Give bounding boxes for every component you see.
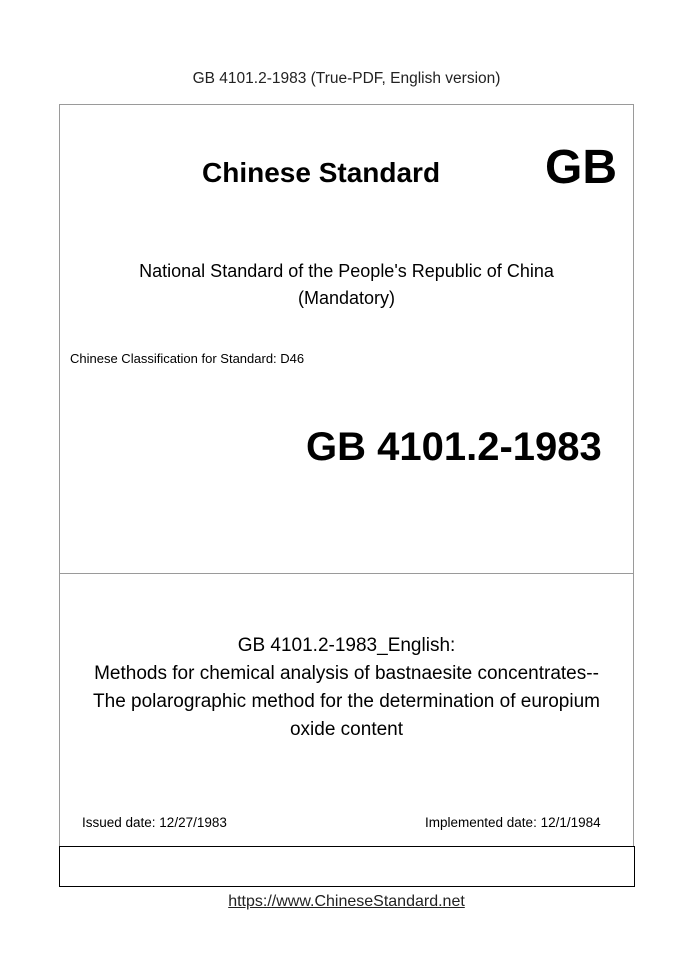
title-line: The polarographic method for the determination of europium <box>93 691 600 712</box>
cover-bottom-box <box>59 846 635 887</box>
title-line: GB 4101.2-1983_English: <box>237 635 456 656</box>
gb-mark: GB <box>545 141 617 194</box>
title-line: Methods for chemical analysis of bastnaesite concentrates-- <box>94 663 599 684</box>
national-standard-statement <box>0 258 693 312</box>
document-header: GB 4101.2-1983 (True-PDF, English version) <box>192 70 501 87</box>
implemented-date: Implemented date: 12/1/1984 <box>425 815 601 830</box>
standard-number: GB 4101.2-1983 <box>306 425 602 469</box>
mandatory-label: (Mandatory) <box>297 288 396 308</box>
footer <box>0 893 693 911</box>
chinese-standard-heading: Chinese Standard <box>202 157 441 188</box>
national-standard-line: National Standard of the People's Republic of China <box>139 261 554 281</box>
classification-label: Chinese Classification for Standard: D46 <box>70 351 305 366</box>
title-line: oxide content <box>289 719 404 740</box>
issued-date: Issued date: 12/27/1983 <box>82 815 227 830</box>
document-title <box>59 632 634 744</box>
website-link[interactable]: https://www.ChineseStandard.net <box>228 893 465 910</box>
